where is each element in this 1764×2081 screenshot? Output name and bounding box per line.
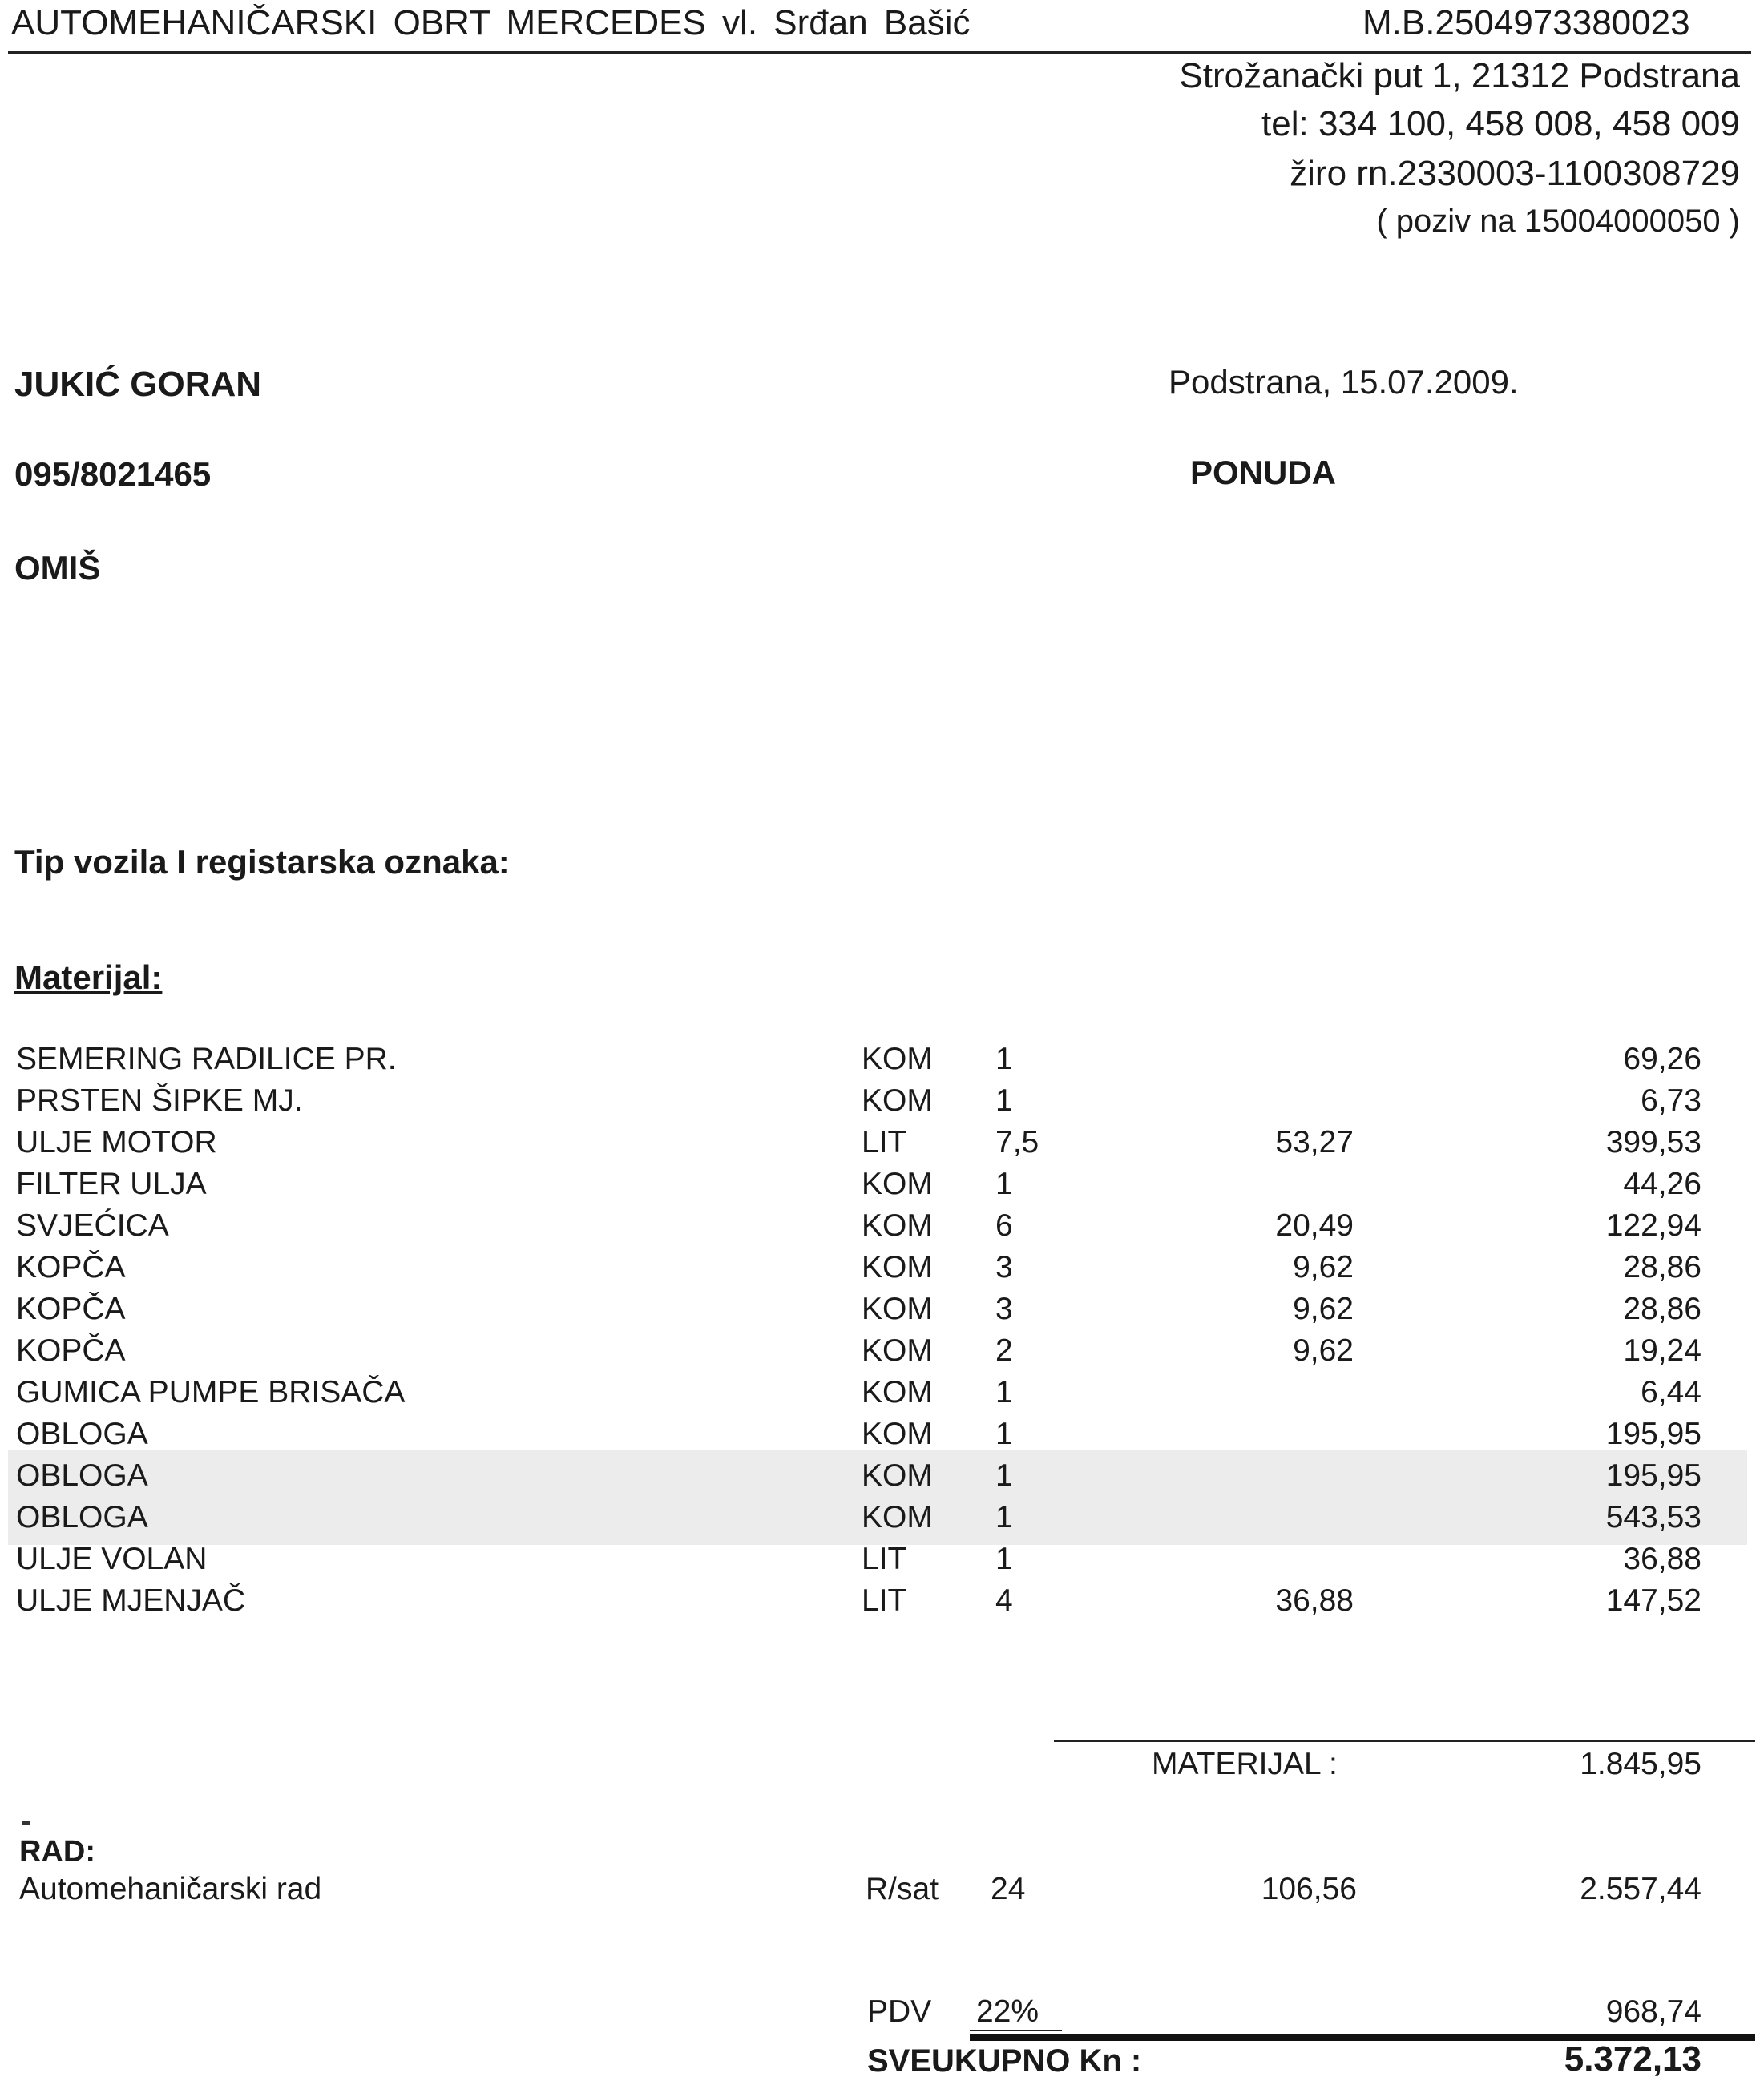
registration-number: M.B.2504973380023 [1362,3,1690,42]
item-total: 543,53 [1605,1500,1701,1535]
item-unit: LIT [862,1125,907,1159]
item-unit-price: 9,62 [1293,1292,1354,1326]
payment-reference: ( poziv na 15004000050 ) [1376,204,1740,239]
item-total: 6,44 [1641,1375,1701,1410]
item-quantity: 2 [995,1333,1013,1368]
place-date: Podstrana, 15.07.2009. [1169,363,1519,401]
client-name: JUKIĆ GORAN [14,365,262,404]
vat-label: PDV [867,1994,932,2029]
item-name: OBLOGA [16,1417,148,1451]
item-unit: KOM [862,1500,933,1535]
company-name: AUTOMEHANIČARSKI OBRT MERCEDES vl. Srđan Bašić [11,3,971,42]
item-name: SEMERING RADILICE PR. [16,1042,397,1076]
material-total: 1.845,95 [1580,1747,1701,1781]
labor-unit: R/sat [866,1872,939,1906]
item-name: GUMICA PUMPE BRISAČA [16,1375,406,1410]
item-unit-price: 20,49 [1275,1208,1354,1243]
item-quantity: 1 [995,1042,1013,1076]
material-total-label: MATERIJAL : [1152,1747,1338,1781]
labor-total: 2.557,44 [1580,1872,1701,1906]
item-unit: KOM [862,1250,933,1284]
item-unit: KOM [862,1417,933,1451]
item-name: PRSTEN ŠIPKE MJ. [16,1083,303,1118]
item-quantity: 1 [995,1458,1013,1493]
item-name: ULJE VOLAN [16,1542,208,1576]
item-unit: KOM [862,1083,933,1118]
item-unit: KOM [862,1458,933,1493]
item-total: 28,86 [1623,1292,1701,1326]
item-unit: KOM [862,1042,933,1076]
labor-unit-price: 106,56 [1261,1872,1357,1906]
item-name: ULJE MJENJAČ [16,1583,246,1618]
item-quantity: 1 [995,1167,1013,1201]
item-total: 399,53 [1605,1125,1701,1159]
header-underline [8,51,1751,54]
item-name: KOPČA [16,1333,126,1368]
item-quantity: 1 [995,1500,1013,1535]
document-title: PONUDA [1190,454,1337,491]
item-total: 122,94 [1605,1208,1701,1243]
grand-total-label: SVEUKUPNO Kn : [867,2043,1142,2079]
vat-underline [970,2030,1062,2031]
item-total: 36,88 [1623,1542,1701,1576]
item-unit: LIT [862,1583,907,1618]
item-unit-price: 9,62 [1293,1333,1354,1368]
item-total: 195,95 [1605,1458,1701,1493]
labor-heading: RAD: [19,1835,95,1869]
item-name: SVJEĆICA [16,1208,169,1243]
item-total: 44,26 [1623,1167,1701,1201]
company-phone: tel: 334 100, 458 008, 458 009 [1261,104,1740,143]
item-quantity: 3 [995,1292,1013,1326]
item-total: 6,73 [1641,1083,1701,1118]
item-total: 147,52 [1605,1583,1701,1618]
subtotal-rule [1054,1740,1755,1742]
item-name: ULJE MOTOR [16,1125,217,1159]
labor-quantity: 24 [991,1872,1026,1906]
vehicle-label: Tip vozila I registarska oznaka: [14,843,510,881]
item-quantity: 1 [995,1375,1013,1410]
item-name: OBLOGA [16,1458,148,1493]
item-quantity: 1 [995,1083,1013,1118]
client-city: OMIŠ [14,549,101,587]
item-quantity: 3 [995,1250,1013,1284]
company-address: Strožanački put 1, 21312 Podstrana [1179,56,1740,95]
item-quantity: 4 [995,1583,1013,1618]
item-total: 28,86 [1623,1250,1701,1284]
item-name: KOPČA [16,1292,126,1326]
material-heading: Materijal: [14,958,163,996]
item-name: KOPČA [16,1250,126,1284]
item-quantity: 1 [995,1417,1013,1451]
item-unit-price: 53,27 [1275,1125,1354,1159]
item-total: 195,95 [1605,1417,1701,1451]
item-quantity: 6 [995,1208,1013,1243]
item-unit: KOM [862,1333,933,1368]
dash-mark [22,1821,30,1825]
item-unit: KOM [862,1167,933,1201]
item-unit: KOM [862,1375,933,1410]
item-quantity: 7,5 [995,1125,1039,1159]
item-unit: KOM [862,1292,933,1326]
item-unit: KOM [862,1208,933,1243]
item-total: 69,26 [1623,1042,1701,1076]
item-unit-price: 36,88 [1275,1583,1354,1618]
client-phone: 095/8021465 [14,455,212,493]
company-account: žiro rn.2330003-1100308729 [1290,154,1740,193]
vat-rate: 22% [976,1994,1039,2029]
labor-name: Automehaničarski rad [19,1872,322,1906]
item-unit: LIT [862,1542,907,1576]
item-total: 19,24 [1623,1333,1701,1368]
item-unit-price: 9,62 [1293,1250,1354,1284]
grand-total: 5.372,13 [1564,2039,1701,2079]
item-name: OBLOGA [16,1500,148,1535]
item-quantity: 1 [995,1542,1013,1576]
item-name: FILTER ULJA [16,1167,207,1201]
vat-amount: 968,74 [1605,1994,1701,2029]
